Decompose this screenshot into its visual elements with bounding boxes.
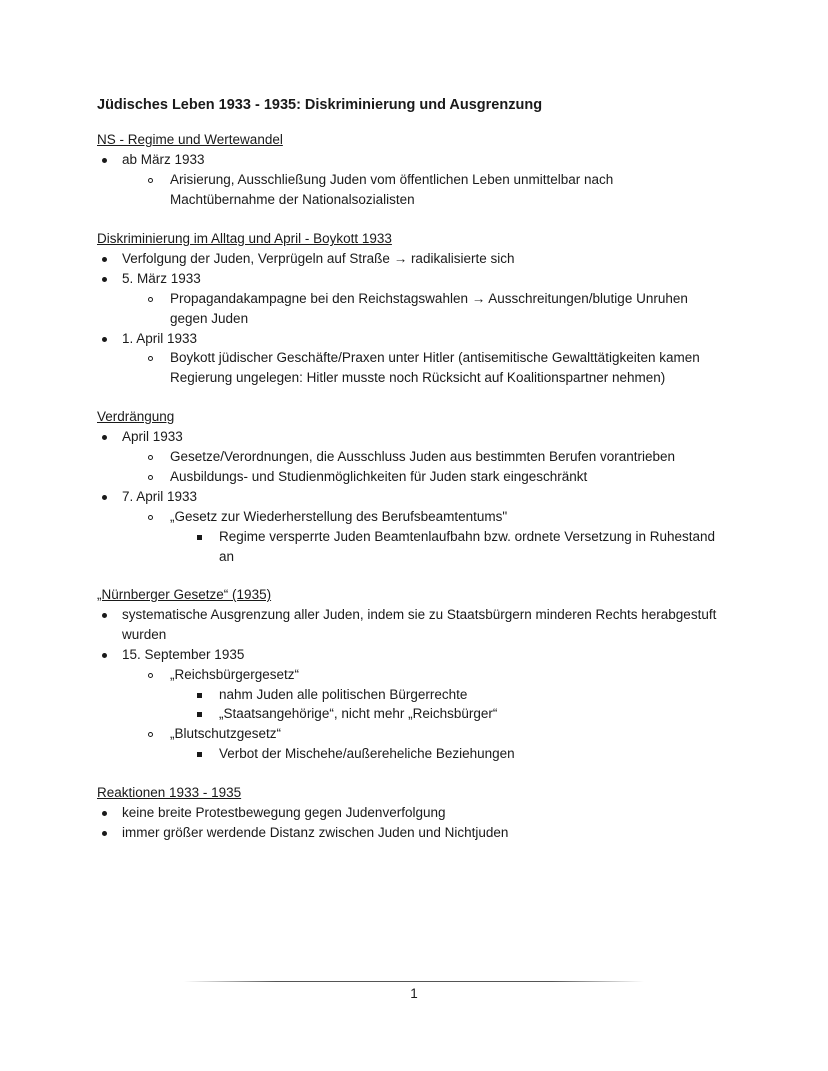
section-heading-nuernberg: „Nürnberger Gesetze“ (1935): [97, 587, 272, 602]
arrow-right-icon: →: [471, 291, 486, 306]
bullet-icon: [102, 435, 107, 440]
square-bullet-icon: [197, 752, 202, 757]
circle-bullet-icon: [148, 455, 153, 460]
list-item-continuation: gegen Juden: [170, 311, 249, 326]
square-bullet-icon: [197, 712, 202, 717]
bullet-icon: [102, 337, 107, 342]
bullet-icon: [102, 277, 107, 282]
bullet-icon: [102, 831, 107, 836]
page-number: 1: [410, 986, 418, 1001]
section-heading-regime: NS - Regime und Wertewandel: [97, 132, 283, 147]
circle-bullet-icon: [148, 178, 153, 183]
bullet-icon: [102, 811, 107, 816]
arrow-right-icon: →: [393, 251, 408, 266]
bullet-icon: [102, 495, 107, 500]
circle-bullet-icon: [148, 356, 153, 361]
circle-bullet-icon: [148, 475, 153, 480]
bullet-icon: [102, 158, 107, 163]
list-item-continuation: wurden: [122, 627, 167, 642]
footer-divider: [184, 981, 644, 982]
circle-bullet-icon: [148, 673, 153, 678]
circle-bullet-icon: [148, 515, 153, 520]
square-bullet-icon: [197, 535, 202, 540]
section-heading-reaktionen: Reaktionen 1933 - 1935: [97, 785, 242, 800]
section-heading-verdraengung: Verdrängung: [97, 409, 175, 424]
section-heading-alltag: Diskriminierung im Alltag und April - Boykott 1933: [97, 231, 392, 246]
bullet-icon: [102, 257, 107, 262]
square-bullet-icon: [197, 693, 202, 698]
page-title: Jüdisches Leben 1933 - 1935: Diskriminierung und Ausgrenzung: [97, 97, 543, 113]
list-item-continuation: Regierung ungelegen: Hitler musste noch Rücksicht auf Koalitionspartner nehmen): [170, 370, 666, 385]
bullet-icon: [102, 613, 107, 618]
list-item-continuation: an: [219, 549, 235, 564]
document-page: Jüdisches Leben 1933 - 1935: Diskriminierung und Ausgrenzung NS - Regime und Wertewandel ab März 1933 Arisierung, Ausschließung Juden vom öffentlichen Leben unmittelbar nach Machtübernahme der Nationalsozialisten Diskriminierung im Alltag und April - Boykott 1933 Verfolgung der Juden, Verprügeln auf Straße → radikalisierte sich 5. März 1933 Propagandakampagne bei den Reichstagswahlen → Ausschreitungen/blutige Unruhen gegen Juden 1. April 1933 Boykott jüdischer Geschäfte/Praxen unter Hitler (antisemitische Gewalttätigkeiten kamen Regierung ungelegen: Hitler musste noch Rücksicht auf Koalitionspartner nehmen) Verdrängung April 1933 Gesetze/Verordnungen, die Ausschluss Juden aus bestimmten Berufen vorantrieben Ausbildungs- und Studienmöglichkeiten für Juden stark eingeschränkt 7. April 1933 „Gesetz zur Wiederherstellung des Berufsbeamtentums" Regime versperrte Juden Beamtenlaufbahn bzw. ordnete Versetzung in Ruhestand an „Nürnberger Gesetze“ (1935) systematische Ausgrenzung aller Juden, indem sie zu Staatsbürgern minderen Rechts herabgestuft wurden 15. September 1935 „Reichsbürgergesetz“ nahm Juden alle politischen Bürgerrechte „Staatsangehörige“, nicht mehr „Reichsbürger“ „Blutschutzgesetz“ Verbot der Mischehe/außereheliche Beziehungen Reaktionen 1933 - 1935 keine breite Protestbewegung gegen Judenverfolgung immer größer werdende Distanz zwischen Juden und Nichtjuden 1: [97, 97, 717, 1001]
bullet-icon: [102, 653, 107, 658]
circle-bullet-icon: [148, 297, 153, 302]
circle-bullet-icon: [148, 732, 153, 737]
list-item-continuation: Machtübernahme der Nationalsozialisten: [170, 192, 415, 207]
